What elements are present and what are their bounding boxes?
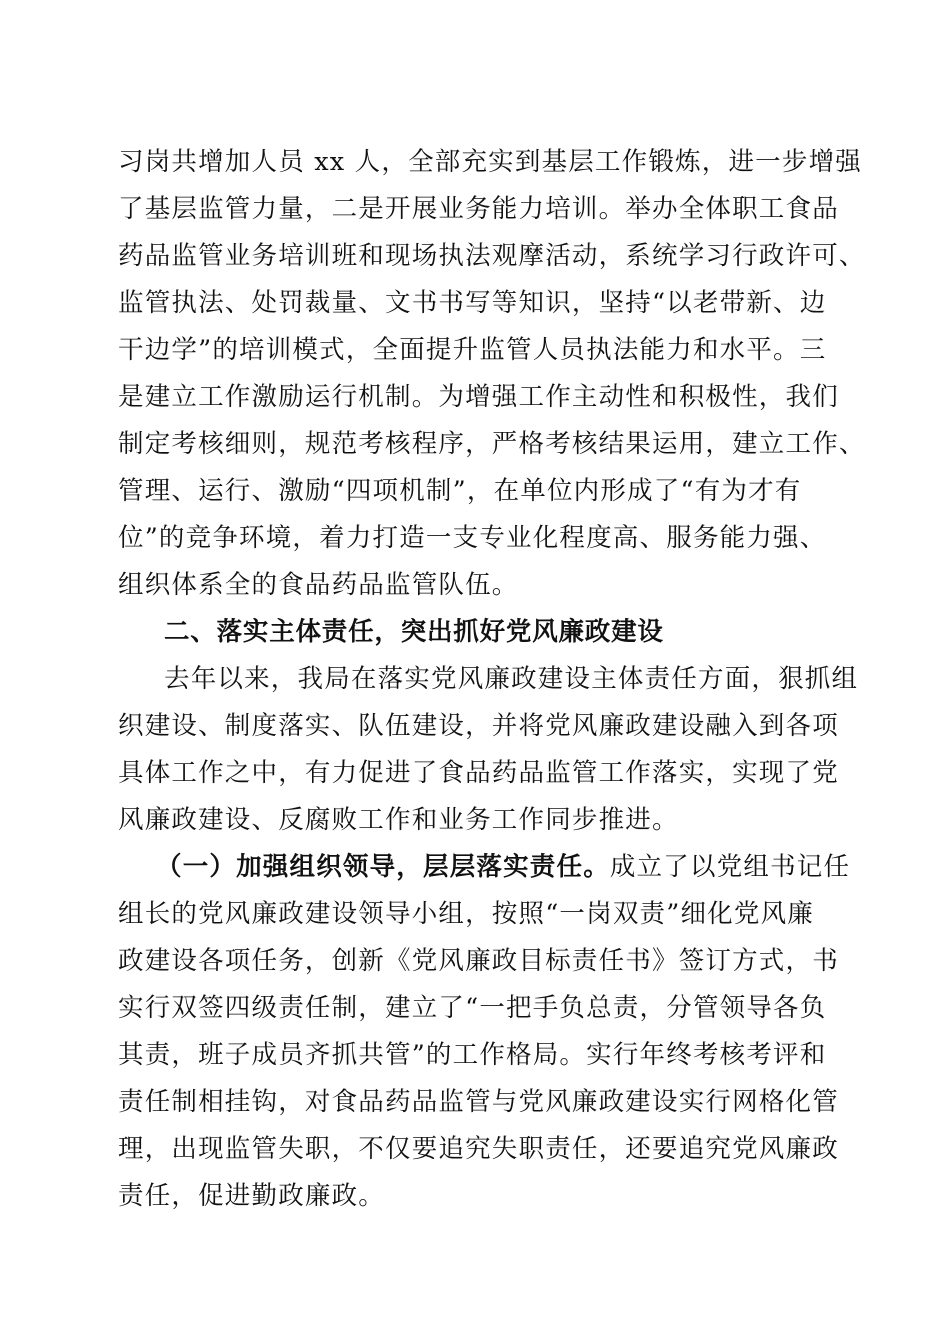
body-text-line: 其责，班子成员齐抓共管”的工作格局。实行年终考核考评和 — [118, 1040, 827, 1070]
body-text-line: 去年以来，我局在落实党风廉政建设主体责任方面，狠抓组 — [164, 664, 859, 694]
body-text-line: 是建立工作激励运行机制。为增强工作主动性和积极性，我们 — [118, 382, 839, 412]
body-text-line: 具体工作之中，有力促进了食品药品监管工作落实，实现了党 — [118, 758, 839, 788]
body-text-line: 织建设、制度落实、队伍建设，并将党风廉政建设融入到各项 — [118, 711, 839, 741]
body-text-line: 了基层监管力量，二是开展业务能力培训。举办全体职工食品 — [118, 194, 839, 224]
body-text-line: 政建设各项任务，创新《党风廉政目标责任书》签订方式，书 — [118, 946, 839, 976]
body-text-line: 监管执法、处罚裁量、文书书写等知识，坚持“以老带新、边 — [118, 288, 827, 318]
body-text-line: 责任，促进勤政廉政。 — [118, 1181, 386, 1211]
body-text-inline: 成立了以党组书记任 — [609, 852, 851, 882]
body-text-line: 管理、运行、激励“四项机制”，在单位内形成了“有为才有 — [118, 476, 802, 506]
body-text-line: 组织体系全的食品药品监管队伍。 — [118, 570, 519, 600]
body-text-line: 制定考核细则，规范考核程序，严格考核结果运用，建立工作、 — [118, 429, 866, 459]
body-text-line: 药品监管业务培训班和现场执法观摩活动，系统学习行政许可、 — [118, 241, 866, 271]
body-text-line: 实行双签四级责任制，建立了“一把手负总责，分管领导各负 — [118, 993, 827, 1023]
body-text-line: 习岗共增加人员 xx 人，全部充实到基层工作锻炼，进一步增强 — [118, 147, 862, 177]
body-text-line: 风廉政建设、反腐败工作和业务工作同步推进。 — [118, 805, 679, 835]
subsection-first-line — [156, 847, 850, 887]
section-heading: 二、落实主体责任，突出抓好党风廉政建设 — [164, 617, 664, 647]
body-text-line: 位”的竞争环境，着力打造一支专业化程度高、服务能力强、 — [118, 523, 827, 553]
body-text-line: 组长的党风廉政建设领导小组，按照“一岗双责”细化党风廉 — [118, 899, 814, 929]
body-text-line: 责任制相挂钩，对食品药品监管与党风廉政建设实行网格化管 — [118, 1087, 839, 1117]
body-text-line: 干边学”的培训模式，全面提升监管人员执法能力和水平。三 — [118, 335, 827, 365]
subsection-title: （一）加强组织领导，层层落实责任。 — [156, 852, 610, 882]
body-text-line: 理，出现监管失职，不仅要追究失职责任，还要追究党风廉政 — [118, 1134, 839, 1164]
